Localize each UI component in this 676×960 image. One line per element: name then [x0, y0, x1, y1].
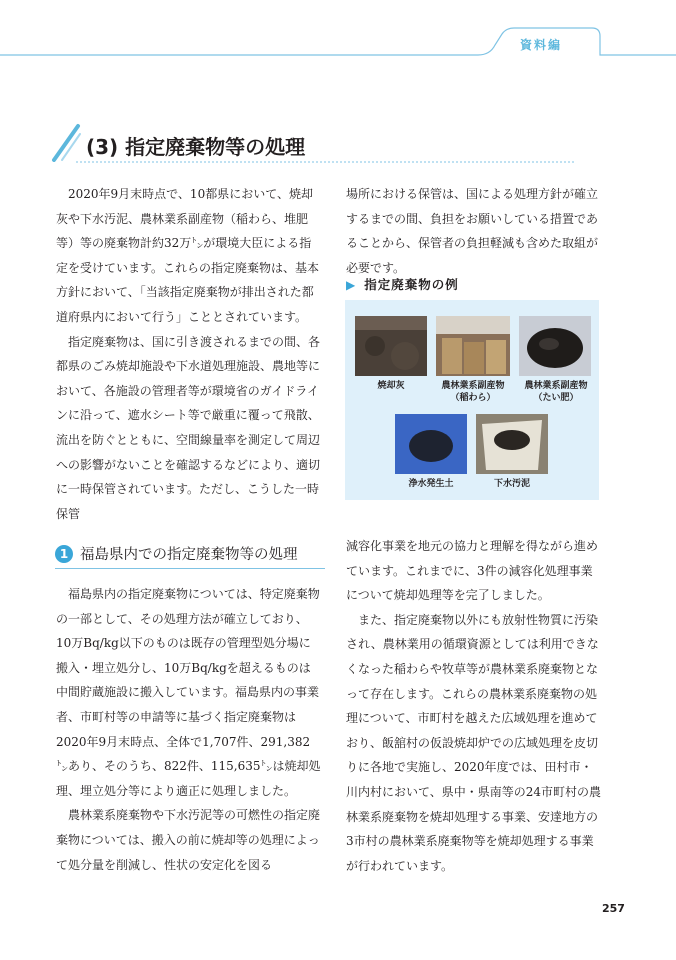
title-underline — [76, 160, 576, 164]
figure-title — [346, 275, 459, 293]
incineration-ash-photo — [355, 316, 427, 376]
caption-rice-straw — [430, 380, 516, 404]
paragraph: また、指定廃棄物以外にも放射性物質に汚染され、農林業用の循環資源としては利用できなくなった稲わらや牧草等が農林業系廃棄物となって存在します。これらの農林業系廃棄物の処理について、市町村を越えた広域処理を進めており、飯舘村の仮設焼却炉での広域処理を皮切りに各地で実施し、2020年度では、田村市・川内村において、県中・県南等の24市町村の農林業系廃棄物を焼却処理する事業、安達地方の3市村の農林業系廃棄物等を焼却処理する事業が行われています。 — [346, 612, 602, 873]
caption-line: 農林業系副産物 — [524, 381, 588, 391]
caption-line: 農林業系副産物 — [441, 381, 505, 391]
caption-sewage-sludge: 下水汚泥 — [493, 479, 530, 489]
subsection-number-badge: 1 — [55, 545, 73, 563]
right-column-bottom — [346, 534, 604, 878]
compost-photo — [519, 316, 591, 376]
figure-title-text: 指定廃棄物の例 — [364, 277, 459, 292]
triangle-icon: ▶ — [346, 278, 357, 292]
subsection-title: 福島県内での指定廃棄物等の処理 — [80, 547, 298, 563]
sewage-sludge-photo — [476, 414, 548, 474]
paragraph: 指定廃棄物は、国に引き渡されるまでの間、各都県のごみ焼却施設や下水道処理施設、農地等において、各施設の管理者等が環境省のガイドラインに沿って、遮水シート等で厳重に覆って飛散、流出を防ぐとともに、空間線量率を測定して周辺への影響がないことを確認するなどにより、適切に一時保管されています。ただし、こうした一時保管 — [56, 334, 321, 521]
water-purification-soil-photo — [395, 414, 467, 474]
caption-compost — [513, 380, 599, 404]
caption-ash: 焼却灰 — [377, 381, 405, 391]
rice-straw-photo — [436, 316, 510, 376]
paragraph: 農林業系廃棄物や下水汚泥等の可燃性の指定廃棄物については、搬入の前に焼却等の処理によって処分量を削減し、性状の安定化を図る — [56, 808, 321, 872]
header-rule — [0, 0, 676, 70]
figure-panel — [345, 300, 599, 500]
left-column-top — [56, 182, 322, 526]
title-slash-icon — [50, 122, 82, 162]
page-number: 257 — [602, 902, 625, 915]
subsection-rule — [55, 568, 325, 569]
right-column-top — [346, 182, 604, 280]
left-column-bottom — [56, 582, 322, 877]
paragraph: 福島県内の指定廃棄物については、特定廃棄物の一部として、その処理方法が確立しており、10万Bq/kg以下のものは既存の管理型処分場に搬入・埋立処分し、10万Bq/kgを超えるものは中間貯蔵施設に搬入しています。福島県内の事業者、市町村等の申請等に基づく指定廃棄物は2020年9月末時点、全体で1,707件、291,382㌧あり、そのうち、822件、115,635㌧は焼却処理、埋立処分等により適正に処理しました。 — [56, 587, 321, 798]
section-title: (3) 指定廃棄物等の処理 — [86, 135, 306, 159]
caption-line: （たい肥） — [533, 393, 579, 403]
caption-line: （稲わら） — [450, 393, 496, 403]
paragraph: 2020年9月末時点で、10都県において、焼却灰や下水汚泥、農林業系副産物（稲わら、堆肥等）等の廃棄物計約32万㌧が環境大臣による指定を受けています。これらの指定廃棄物は、基本方針において、「当該指定廃棄物が排出された都道府県内において行う」こととされています。 — [56, 187, 320, 324]
header-tab-label: 資料編 — [520, 38, 563, 52]
paragraph: 減容化事業を地元の協力と理解を得ながら進めています。これまでに、3件の減容化処理事業について焼却処理等を完了しました。 — [346, 539, 599, 603]
paragraph: 場所における保管は、国による処理方針が確立するまでの間、負担をお願いしている措置であることから、保管者の負担軽減も含めた取組が必要です。 — [346, 187, 599, 275]
caption-water-soil: 浄水発生土 — [408, 479, 454, 489]
